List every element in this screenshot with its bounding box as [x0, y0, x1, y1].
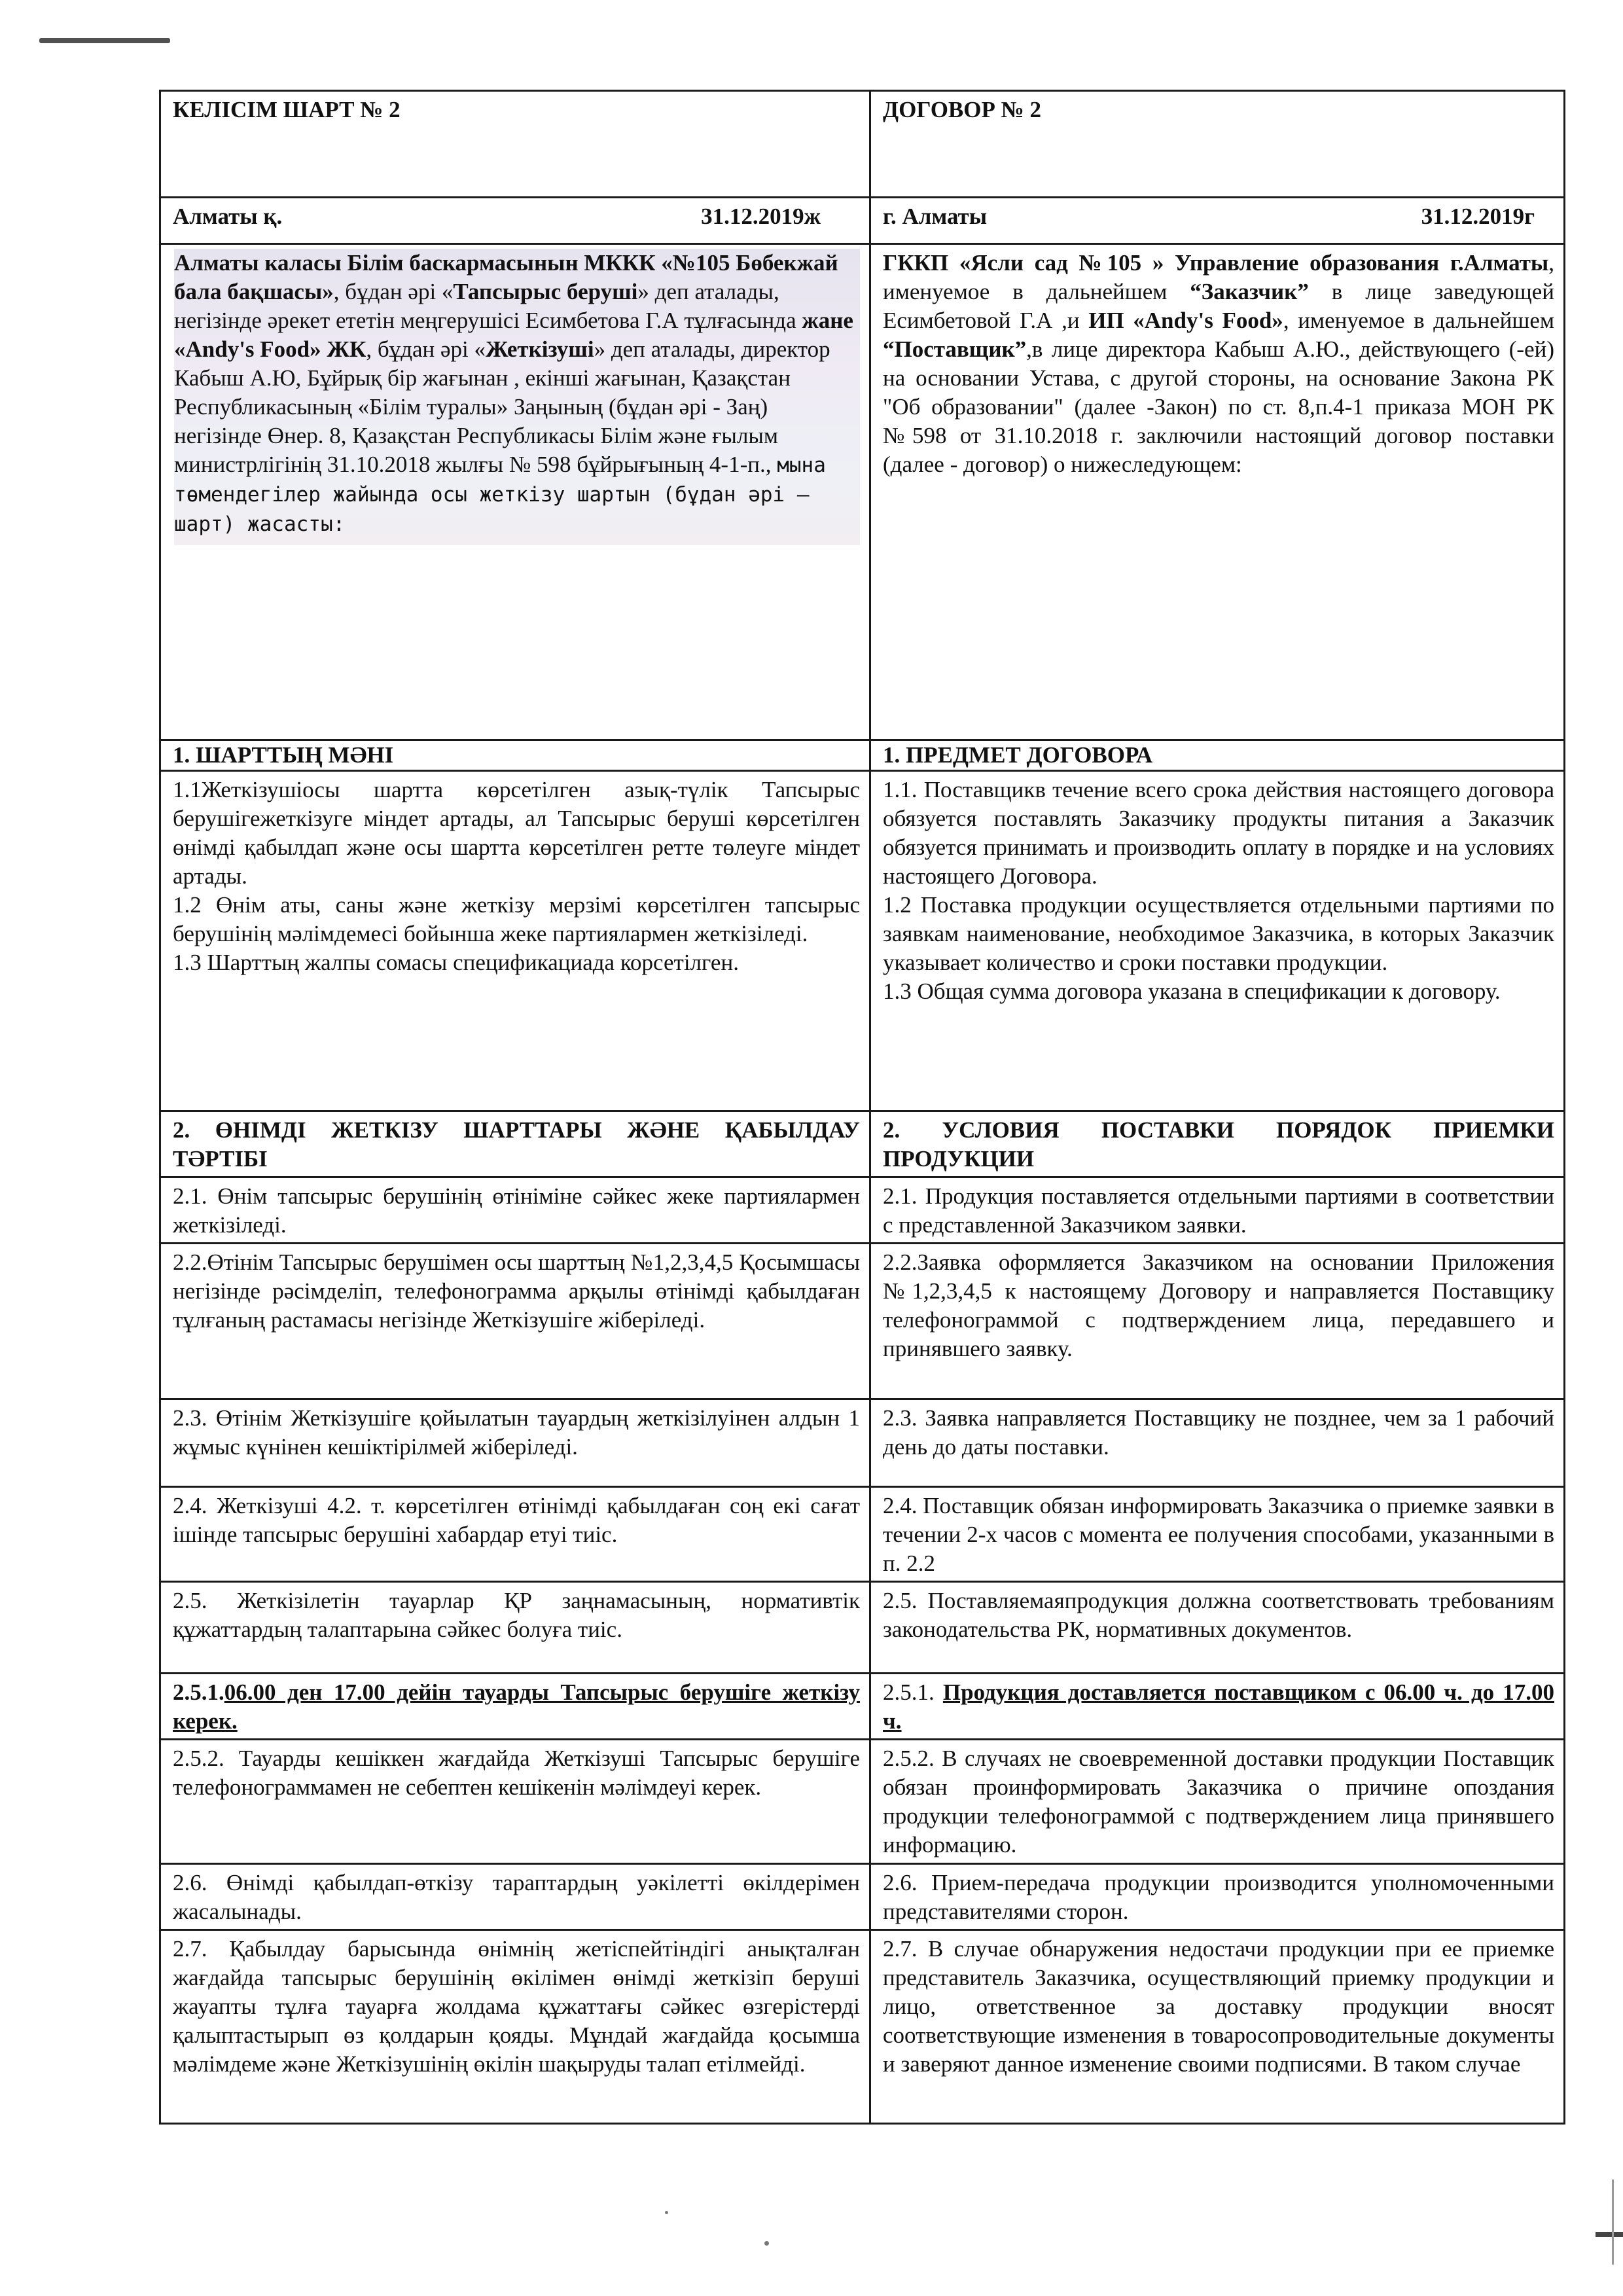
ru-intro-text: в лице заведующей Есимбетовой Г.А ,и	[883, 279, 1554, 333]
kz-clause-2-1: 2.1. Өнім тапсырыс берушінің өтініміне сәйкес жеке партиялармен жеткізіледі.	[160, 1177, 870, 1244]
section2-heading-row	[160, 1111, 1565, 1177]
kz-clause-number: 2.5.1.	[173, 1679, 224, 1705]
kz-clause-2-2: 2.2.Өтінім Тапсырыс берушімен осы шарттың №1,2,3,4,5 Қосымшасы негізінде рәсімделіп, телефонограмма арқылы өтінімді қабылдаған тұлғаның растамасы негізінде Жеткізушіге жіберіледі.	[160, 1244, 870, 1399]
edge-line	[1612, 2179, 1614, 2265]
kz-party-supplier: жане «Andy's Food» ЖК	[174, 308, 853, 362]
ru-customer-term: “Заказчик”	[1190, 279, 1309, 304]
ru-city: г. Алматы	[883, 204, 988, 229]
speck	[764, 2241, 769, 2246]
kz-intro-text: , бұдан әрі «	[333, 279, 454, 304]
kz-party-school: Алматы каласы Білім баскармасынын МККК «№105 Бөбекжай бала бақшасы»	[174, 250, 838, 304]
clause-2-5-2-row	[160, 1740, 1565, 1864]
ru-supplier-term: “Поставщик”	[883, 336, 1027, 362]
clause-2-5-row	[160, 1582, 1565, 1674]
title-row	[160, 91, 1565, 198]
ru-intro-text: ,в лице директора Кабыш А.Ю., действующего (-ей) на основании Устава, с другой стороны, на основание Закона РК "Об образовании" (далее -Закон) по ст. 8,п.4-1 приказа МОН РК №598 от 31.10.2018 г. заключили настоящий договор поставки (далее - договор) о нижеследующем:	[883, 336, 1554, 477]
kz-clause-2-6: 2.6. Өнімді қабылдап-өткізу тараптардың уәкілетті өкілдерімен жасалынады.	[160, 1864, 870, 1930]
kz-section1-heading: 1. ШАРТТЫҢ МӘНІ	[160, 740, 870, 771]
kz-intro-typewriter: мына төмендегілер жайында осы жеткізу шартын (бұдан әрі – шарт) жасасты:	[174, 454, 826, 536]
kz-delivery-time: 06.00 ден 17.00 дейін тауарды Тапсырыс берушіге жеткізу керек.	[173, 1679, 860, 1734]
ru-clause-2-5-2: 2.5.2. В случаях не своевременной доставки продукции Поставщик обязан проинформировать Заказчика о причине опоздания продукции телефонограммой с подтверждением лица принявшего информацию.	[870, 1740, 1565, 1864]
kz-customer-term: Тапсырыс беруші	[453, 279, 638, 304]
ru-clause-2-3: 2.3. Заявка направляется Поставщику не позднее, чем за 1 рабочий день до даты поставки.	[870, 1399, 1565, 1487]
ru-intro-text: , именуемое в дальнейшем	[1283, 308, 1554, 333]
ru-intro-text: , именуемое в дальнейшем	[883, 250, 1554, 304]
clause-2-5-1-row	[160, 1674, 1565, 1740]
ru-intro	[870, 244, 1565, 740]
city-date-row	[160, 198, 1565, 244]
clause-2-4-row	[160, 1487, 1565, 1582]
ru-clause-1-1: 1.1. Поставщикв течение всего срока действия настоящего договора обязуется поставлять Заказчику продукты питания а Заказчик обязуется принимать и производить оплату в порядке и на условиях настоящего Договора.	[883, 777, 1554, 889]
kz-clause-1-1: 1.1Жеткізушіосы шартта көрсетілген азық-түлік Тапсырыс берушігежеткізуге міндет артады, ал Тапсырыс беруші көрсетілген өнімді қабылдап және осы шартта көрсетілген ретте төлеуге міндет артады.	[173, 777, 860, 889]
kz-clause-1-2: 1.2 Өнім аты, саны және жеткізу мерзімі көрсетілген тапсырыс берушінің мәлімдемесі бойынша жеке партиялармен жеткізіледі.	[173, 892, 860, 946]
ru-party-school: ГККП «Ясли сад №105 » Управление образования г.Алматы	[883, 250, 1549, 276]
clause-2-6-row	[160, 1864, 1565, 1930]
kz-clause-2-5: 2.5. Жеткізілетін тауарлар ҚР заңнамасының, нормативтік құжаттардың талаптарына сәйкес болуға тиіс.	[160, 1582, 870, 1674]
speck	[665, 2211, 668, 2214]
kz-intro-tinted	[174, 249, 860, 545]
clause-2-2-row	[160, 1244, 1565, 1399]
kz-section2-heading: 2. ӨНІМДІ ЖЕТКІЗУ ШАРТТАРЫ ЖӘНЕ ҚАБЫЛДАУ ТӘРТІБІ	[160, 1111, 870, 1177]
kz-city-date	[160, 198, 870, 244]
ru-clause-1-3: 1.3 Общая сумма договора указана в спецификации к договору.	[883, 978, 1501, 1004]
kz-intro-text: » деп аталады, директор Кабыш А.Ю, Бұйрық бір жағынан , екінші жағынан, Қазақстан Республикасының «Білім туралы» Заңының (бұдан әрі - Заң) негізінде Өнер. 8, Қазақстан Республикасы Білім және ғылым министрлігінің 31.10.2018 жылғы № 598 бұйрығының 4-1-п.,	[174, 336, 830, 477]
ru-clause-number: 2.5.1.	[883, 1679, 943, 1705]
ru-section2-heading: 2. УСЛОВИЯ ПОСТАВКИ ПОРЯДОК ПРИЕМКИ ПРОДУКЦИИ	[870, 1111, 1565, 1177]
ru-clause-2-5-1	[870, 1674, 1565, 1740]
kz-clause-2-3: 2.3. Өтінім Жеткізушіге қойылатын тауардың жеткізілуінен алдын 1 жұмыс күнінен кешіктірілмей жіберіледі.	[160, 1399, 870, 1487]
contract-table	[159, 90, 1565, 2125]
kz-section1-body	[160, 771, 870, 1111]
clause-2-1-row	[160, 1177, 1565, 1244]
intro-row	[160, 244, 1565, 740]
ru-clause-2-1: 2.1. Продукция поставляется отдельными партиями в соответствии с представленной Заказчиком заявки.	[870, 1177, 1565, 1244]
ru-clause-2-6: 2.6. Прием-передача продукции производится уполномоченными представителями сторон.	[870, 1864, 1565, 1930]
ru-title: ДОГОВОР № 2	[870, 91, 1565, 198]
ru-clause-1-2: 1.2 Поставка продукции осуществляется отдельными партиями по заявкам наименование, необходимое Заказчика, в которых Заказчик указывает количество и сроки поставки продукции.	[883, 892, 1554, 975]
clause-2-3-row	[160, 1399, 1565, 1487]
section1-heading-row	[160, 740, 1565, 771]
kz-title: КЕЛІСІМ ШАРТ № 2	[160, 91, 870, 198]
ru-section1-heading: 1. ПРЕДМЕТ ДОГОВОРА	[870, 740, 1565, 771]
kz-supplier-term: Жеткізуші	[486, 336, 594, 362]
ru-clause-2-4: 2.4. Поставщик обязан информировать Заказчика о приемке заявки в течении 2-х часов с момента ее получения способами, указанными в п. 2.2	[870, 1487, 1565, 1582]
edge-mark	[1596, 2232, 1623, 2237]
section1-body-row	[160, 771, 1565, 1111]
kz-date: 31.12.2019ж	[701, 204, 821, 229]
kz-intro-text: , бұдан әрі «	[366, 336, 486, 362]
kz-clause-2-5-2: 2.5.2. Тауарды кешіккен жағдайда Жеткізуші Тапсырыс берушіге телефонограммамен не себептен кешікенін мәлімдеуі керек.	[160, 1740, 870, 1864]
ru-clause-2-2: 2.2.Заявка оформляется Заказчиком на основании Приложения №1,2,3,4,5 к настоящему Договору и направляется Поставщику телефонограммой с подтверждением лица, передавшего и принявшего заявку.	[870, 1244, 1565, 1399]
kz-city: Алматы қ.	[173, 204, 283, 229]
scan-mark	[39, 38, 170, 43]
ru-clause-2-5: 2.5. Поставляемаяпродукция должна соответствовать требованиям законодательства РК, нормативных документов.	[870, 1582, 1565, 1674]
ru-party-supplier: ИП «Andy's Food»	[1088, 308, 1283, 333]
kz-clause-1-3: 1.3 Шарттың жалпы сомасы спецификациада корсетілген.	[173, 950, 739, 975]
kz-clause-2-7: 2.7. Қабылдау барысында өнімнің жетіспейтіндігі анықталған жағдайда тапсырыс берушінің өкілімен өнімді жеткізіп беруші жауапты тұлға тауарға жолдама құжаттағы сәйкес өзгерістерді қалыптастырып өз қолдарын қояды. Мұндай жағдайда қосымша мәлімдеме және Жеткізушінің өкілін шақыруды талап етілмейді.	[160, 1930, 870, 2124]
ru-city-date	[870, 198, 1565, 244]
clause-2-7-row	[160, 1930, 1565, 2124]
kz-clause-2-5-1	[160, 1674, 870, 1740]
ru-section1-body	[870, 771, 1565, 1111]
ru-delivery-time: Продукция доставляется поставщиком с 06.00 ч. до 17.00 ч.	[883, 1679, 1555, 1734]
ru-clause-2-7: 2.7. В случае обнаружения недостачи продукции при ее приемке представитель Заказчика, осуществляющий приемку продукции и лицо, ответственное за доставку продукции вносят соответствующие изменения в товаросопроводительные документы и заверяют данное изменение своими подписями. В таком случае	[870, 1930, 1565, 2124]
kz-intro-text: » деп аталады, негізінде әрекет ететін меңгерушісі Есимбетова Г.А тұлғасында	[174, 279, 802, 333]
ru-date: 31.12.2019г	[1421, 204, 1535, 229]
kz-intro	[160, 244, 870, 740]
kz-clause-2-4: 2.4. Жеткізуші 4.2. т. көрсетілген өтінімді қабылдаған соң екі сағат ішінде тапсырыс берушіні хабардар етуі тиіс.	[160, 1487, 870, 1582]
